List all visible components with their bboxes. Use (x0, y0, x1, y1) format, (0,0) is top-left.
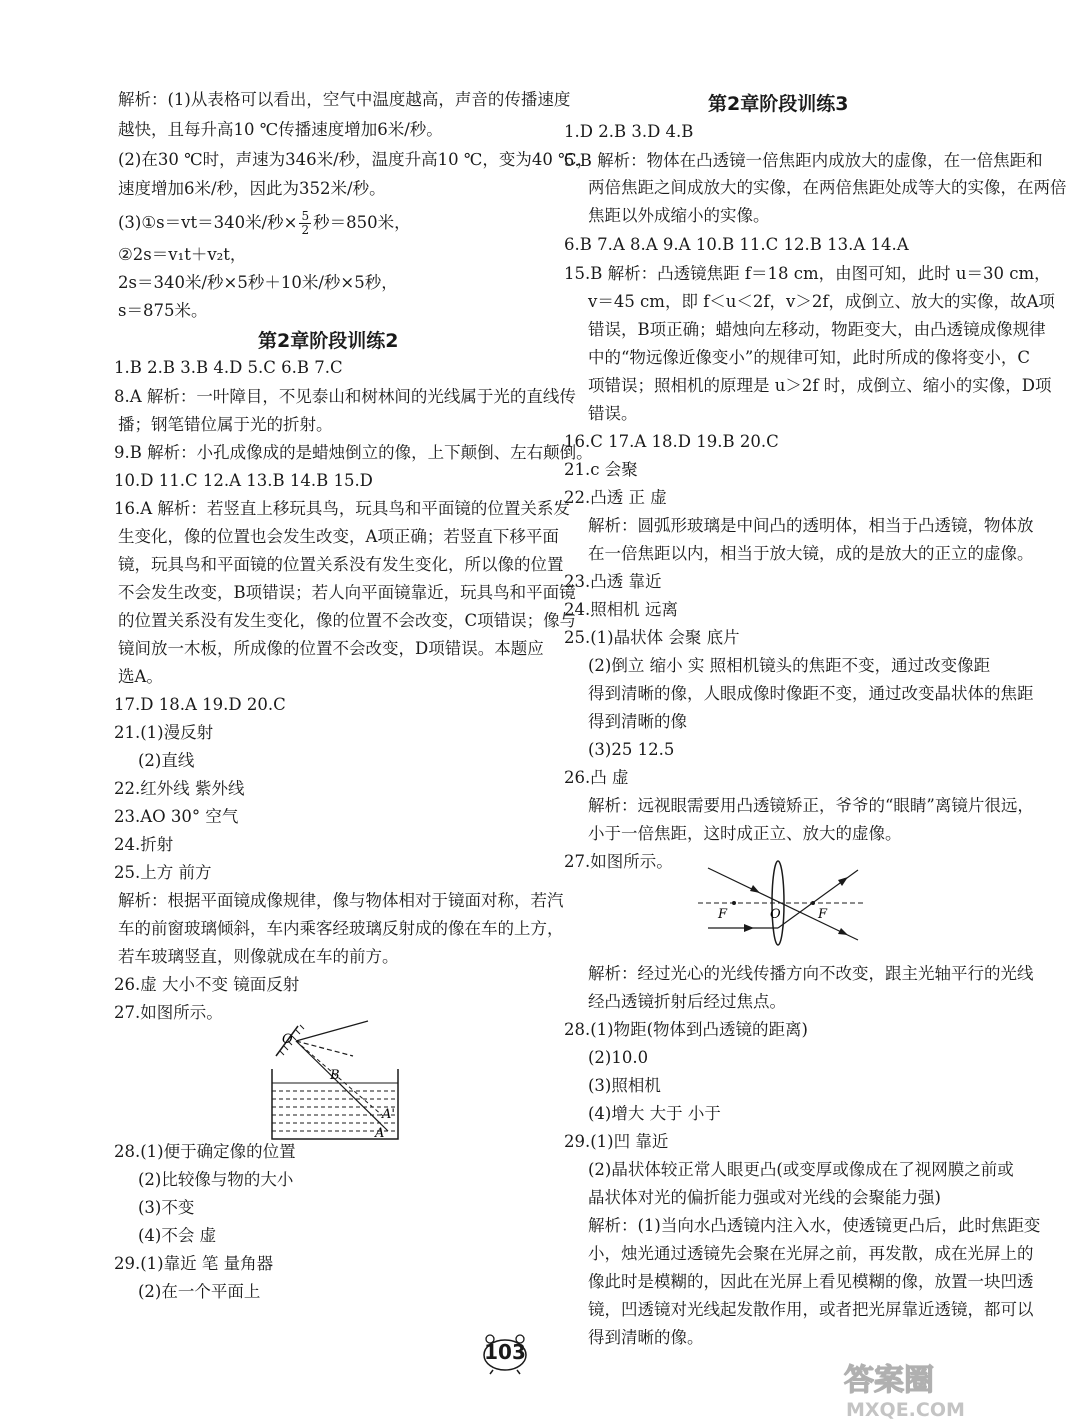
text-line: 错误，B项正确；蜡烛向左移动，物距变大，由凸透镜成像规律 (588, 320, 1046, 339)
label-o: O (770, 907, 781, 922)
equation-part: (3)①s＝vt＝340米/秒× (118, 213, 298, 232)
answer-line: 29.(1)靠近 笔 量角器 (114, 1254, 274, 1273)
answer-line: 6.B 7.A 8.A 9.A 10.B 11.C 12.B 13.A 14.A (564, 235, 909, 254)
text-line: 得到清晰的像，人眼成像时像距不变，通过改变晶状体的焦距 (588, 684, 1034, 703)
section-title: 第2章阶段训练2 (258, 330, 399, 352)
label-a: A (375, 1126, 385, 1141)
label-a-prime: A' (382, 1107, 395, 1122)
answer-line: 17.D 18.A 19.D 20.C (114, 695, 286, 714)
text-line: (4)增大 大于 小于 (588, 1104, 721, 1123)
text-line: 镜，玩具鸟和平面镜的位置关系没有发生变化，所以像的位置 (118, 555, 564, 574)
reflection-refraction-diagram (268, 1021, 418, 1141)
text-line: (3)不变 (138, 1198, 195, 1217)
answer-line: 22.红外线 紫外线 (114, 779, 245, 798)
label-o: O (282, 1032, 293, 1047)
answer-line: 22.凸透 正 虚 (564, 488, 667, 507)
text-line: (2)倒立 缩小 实 照相机镜头的焦距不变，通过改变像距 (588, 656, 991, 675)
answer-line: 26.虚 大小不变 镜面反射 (114, 975, 300, 994)
text-line: 的位置关系没有发生变化，像的位置不会改变，C项错误；像与 (118, 611, 577, 630)
text-line: 解析：(1)从表格可以看出，空气中温度越高，声音的传播速度 (118, 90, 571, 109)
text-line: 解析：圆弧形玻璃是中间凸的透明体，相当于凸透镜，物体放 (588, 516, 1034, 535)
watermark-graphic (840, 1360, 990, 1420)
text-line: v＝45 cm，即 f＜u＜2f，v＞2f，成倒立、放大的实像，故A项 (588, 292, 1055, 311)
page-number-text: 103 (484, 1340, 526, 1364)
text-line: (3)25 12.5 (588, 740, 675, 759)
text-line: 晶状体对光的偏折能力强或对光线的会聚能力强) (588, 1188, 941, 1207)
equation-part: 秒＝850米， (313, 213, 411, 232)
convex-lens-diagram (698, 858, 868, 953)
text-line: (2)在一个平面上 (138, 1282, 261, 1301)
text-line: 项错误；照相机的原理是 u＞2f 时，成倒立、缩小的实像，D项 (588, 376, 1052, 395)
equation-line (118, 210, 411, 237)
fraction-numerator: 5 (301, 209, 310, 223)
answer-line: 9.B 解析：小孔成像成的是蜡烛倒立的像，上下颠倒、左右颠倒。 (114, 443, 593, 462)
text-line: (2)直线 (138, 751, 195, 770)
answer-line: 10.D 11.C 12.A 13.B 14.B 15.D (114, 471, 373, 490)
fraction (299, 210, 311, 237)
section-title: 第2章阶段训练3 (708, 93, 849, 115)
text-line: 车的前窗玻璃倾斜，车内乘客经玻璃反射成的像在车的上方， (118, 919, 564, 938)
text-line: 不会发生改变，B项错误；若人向平面镜靠近，玩具鸟和平面镜 (118, 583, 576, 602)
text-line: 两倍焦距之间成放大的实像，在两倍焦距处成等大的实像，在两倍 (588, 178, 1067, 197)
answer-line: 26.凸 虚 (564, 768, 629, 787)
answer-line: 5.B 解析：物体在凸透镜一倍焦距内成放大的虚像，在一倍焦距和 (564, 151, 1043, 170)
label-f-left: F (718, 907, 728, 922)
answer-line: 24.照相机 远离 (564, 600, 678, 619)
text-line: 经凸透镜折射后经过焦点。 (588, 992, 786, 1011)
text-line: 得到清晰的像 (588, 712, 687, 731)
text-line: (4)不会 虚 (138, 1226, 217, 1245)
answer-line: 23.凸透 靠近 (564, 572, 662, 591)
text-line: 选A。 (118, 667, 163, 686)
answer-line: 21.c 会聚 (564, 460, 638, 479)
text-line: 解析：根据平面镜成像规律，像与物体相对于镜面对称，若汽 (118, 891, 564, 910)
answer-line: 16.C 17.A 18.D 19.B 20.C (564, 432, 779, 451)
answer-line: 1.D 2.B 3.D 4.B (564, 122, 694, 141)
answer-line: 16.A 解析：若竖直上移玩具鸟，玩具鸟和平面镜的位置关系发 (114, 499, 570, 518)
text-line: 越快，且每升高10 ℃传播速度增加6米/秒。 (118, 120, 443, 139)
answer-line: 28.(1)物距(物体到凸透镜的距离) (564, 1020, 808, 1039)
answer-line: 21.(1)漫反射 (114, 723, 214, 742)
svg-text:MXQE.COM: MXQE.COM (846, 1399, 965, 1421)
text-line: 解析：远视眼需要用凸透镜矫正，爷爷的“眼睛”离镜片很远， (588, 796, 1034, 815)
text-line: 在一倍焦距以内，相当于放大镜，成的是放大的正立的虚像。 (588, 544, 1034, 563)
answer-line: 8.A 解析：一叶障目，不见泰山和树林间的光线属于光的直线传 (114, 387, 576, 406)
svg-text:答案圈: 答案圈 (844, 1363, 934, 1398)
label-b: B (330, 1068, 340, 1083)
text-line: 播；钢笔错位属于光的折射。 (118, 415, 333, 434)
text-line: 生变化，像的位置也会发生改变，A项正确；若竖直下移平面 (118, 527, 559, 546)
text-line: 焦距以外成缩小的实像。 (588, 206, 770, 225)
answer-line: 24.折射 (114, 835, 174, 854)
text-line: ②2s＝v₁t＋v₂t， (118, 245, 247, 264)
text-line: 若车玻璃竖直，则像就成在车的前方。 (118, 947, 399, 966)
text-line: (3)照相机 (588, 1076, 661, 1095)
answer-line: 27.如图所示。 (564, 852, 673, 871)
page-number (481, 1340, 529, 1364)
text-line: 小，烛光通过透镜先会聚在光屏之前，再发散，成在光屏上的 (588, 1244, 1034, 1263)
watermark-logo (840, 1360, 990, 1424)
text-line: 中的“物远像近像变小”的规律可知，此时所成的像将变小，C (588, 348, 1030, 367)
text-line: 镜间放一木板，所成像的位置不会改变，D项错误。本题应 (118, 639, 544, 658)
answer-line: 27.如图所示。 (114, 1003, 223, 1022)
fraction-denominator: 2 (301, 223, 310, 237)
text-line: (2)晶状体较正常人眼更凸(或变厚或像成在了视网膜之前或 (588, 1160, 1014, 1179)
text-line: 小于一倍焦距，这时成正立、放大的虚像。 (588, 824, 902, 843)
answer-line: 1.B 2.B 3.B 4.D 5.C 6.B 7.C (114, 358, 343, 377)
label-f-right: F (818, 907, 828, 922)
text-line: 解析：经过光心的光线传播方向不改变，跟主光轴平行的光线 (588, 964, 1034, 983)
text-line: 像此时是模糊的，因此在光屏上看见模糊的像，放置一块凹透 (588, 1272, 1034, 1291)
text-line: s＝875米。 (118, 301, 208, 320)
text-line: (2)在30 ℃时，声速为346米/秒，温度升高10 ℃，变为40 ℃， (118, 150, 594, 169)
text-line: (2)比较像与物的大小 (138, 1170, 294, 1189)
text-line: 得到清晰的像。 (588, 1328, 704, 1347)
text-line: 2s＝340米/秒×5秒＋10米/秒×5秒， (118, 273, 398, 292)
text-line: 解析：(1)当向水凸透镜内注入水，使透镜更凸后，此时焦距变 (588, 1216, 1041, 1235)
answer-line: 15.B 解析：凸透镜焦距 f＝18 cm，由图可知，此时 u＝30 cm， (564, 264, 1051, 283)
answer-line: 25.(1)晶状体 会聚 底片 (564, 628, 740, 647)
answer-line: 28.(1)便于确定像的位置 (114, 1142, 296, 1161)
text-line: 错误。 (588, 404, 638, 423)
text-line: 镜，凹透镜对光线起发散作用，或者把光屏靠近透镜，都可以 (588, 1300, 1034, 1319)
text-line: (2)10.0 (588, 1048, 649, 1067)
text-line: 速度增加6米/秒，因此为352米/秒。 (118, 179, 386, 198)
answer-line: 25.上方 前方 (114, 863, 212, 882)
answer-line: 29.(1)凹 靠近 (564, 1132, 669, 1151)
answer-line: 23.AO 30° 空气 (114, 807, 239, 826)
